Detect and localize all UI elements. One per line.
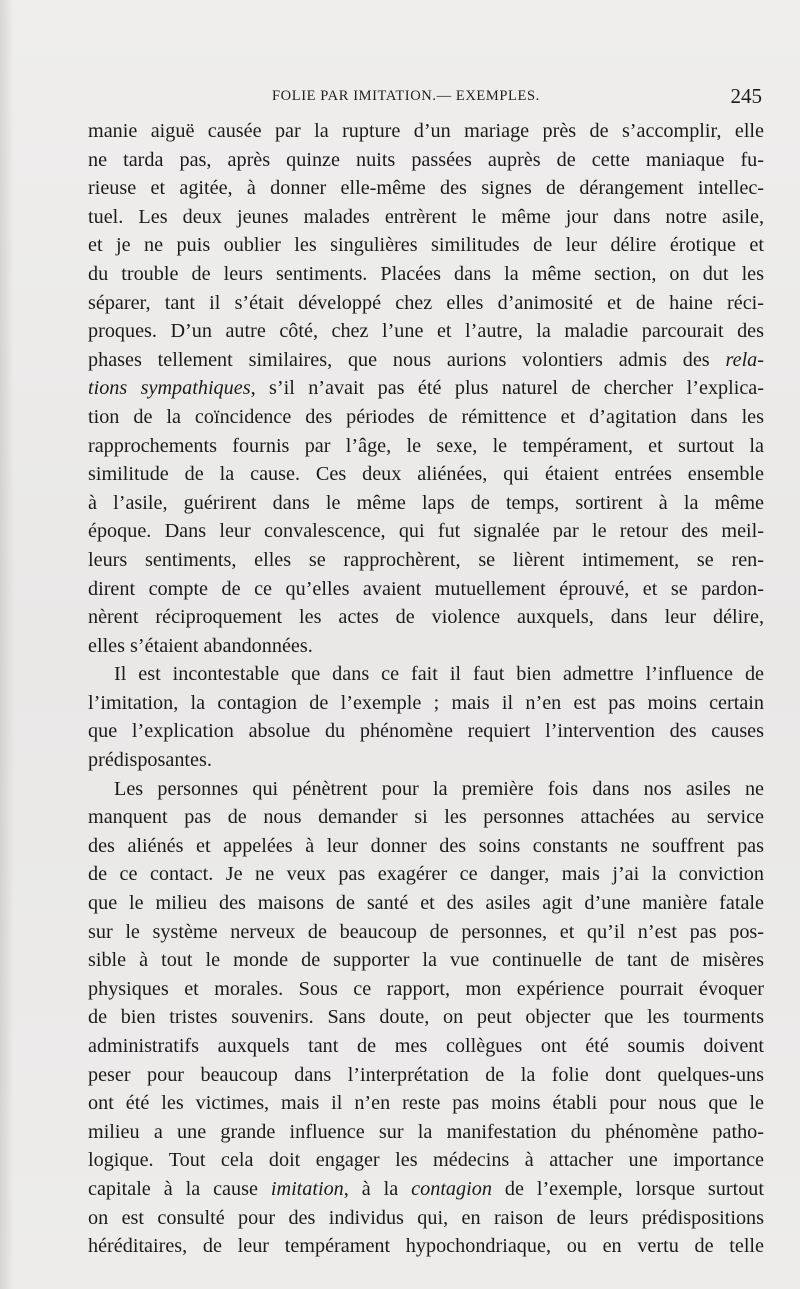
page-header <box>90 86 762 110</box>
text-line: rapprochements fournis par l’âge, le sexe, le tempérament, et surtout la <box>88 434 764 457</box>
text-line: sur le système nerveux de beaucoup de personnes, et qu’il n’est pas pos- <box>88 920 764 943</box>
text-line: ne tarda pas, après quinze nuits passées auprès de cette maniaque fu- <box>88 148 764 171</box>
text-line: rieuse et agitée, à donner elle-même des signes de dérangement intellec- <box>88 177 764 200</box>
italic-term: tions sympathiques <box>88 377 251 400</box>
text-line <box>88 1175 764 1204</box>
text-line: physiques et morales. Sous ce rapport, mon expérience pourrait évoquer <box>88 977 764 1000</box>
paragraph-3 <box>88 775 764 1261</box>
text-line: tuel. Les deux jeunes malades entrèrent le même jour dans notre asile, <box>88 205 764 228</box>
text-line: Il est incontestable que dans ce fait il faut bien admettre l’influence de <box>114 663 764 686</box>
text-line: manquent pas de nous demander si les personnes attachées au service <box>88 806 764 829</box>
italic-term: contagion <box>411 1177 492 1200</box>
text-line: milieu a une grande influence sur la manifestation du phénomène patho- <box>88 1120 764 1143</box>
text-line: de ce contact. Je ne veux pas exagérer ce danger, mais j’ai la conviction <box>88 863 764 886</box>
text-line: séparer, tant il s’était développé chez elles d’animosité et de haine réci- <box>88 291 764 314</box>
italic-term: imitation <box>270 1177 344 1200</box>
text-segment: de l’exemple, lorsque surtout <box>491 1177 764 1200</box>
text-line <box>88 374 764 403</box>
text-line: administratifs auxquels tant de mes collègues ont été soumis doivent <box>88 1035 764 1057</box>
text-line: de bien tristes souvenirs. Sans doute, on peut objecter que les tourments <box>88 1006 764 1029</box>
text-line: logique. Tout cela doit engager les médecins à attacher une importance <box>88 1149 764 1172</box>
text-line: leurs sentiments, elles se rapprochèrent, se lièrent intimement, se ren- <box>88 548 764 571</box>
text-line: manie aiguë causée par la rupture d’un mariage près de s’accomplir, elle <box>88 120 764 142</box>
text-segment: capitale à la cause <box>88 1177 271 1200</box>
text-line: elles s’étaient abandonnées. <box>88 634 313 657</box>
text-line: l’imitation, la contagion de l’exemple ; mais il n’en est pas moins certain <box>88 691 764 714</box>
italic-term: rela- <box>725 348 764 371</box>
text-line: Les personnes qui pénètrent pour la première fois dans nos asiles ne <box>114 777 764 800</box>
text-line: héréditaires, de leur tempérament hypochondriaque, ou en vertu de telle <box>88 1235 764 1258</box>
text-line: du trouble de leurs sentiments. Placées dans la même section, on dut les <box>88 262 764 285</box>
text-line: que l’explication absolue du phénomène requiert l’intervention des causes <box>88 720 764 743</box>
text-line: à l’asile, guérirent dans le même laps de temps, sortirent à la même <box>88 491 764 514</box>
page-number: 245 <box>730 84 762 108</box>
text-line: similitude de la cause. Ces deux aliénées, qui étaient entrées ensemble <box>88 463 764 486</box>
body-text <box>88 117 764 1261</box>
text-line: des aliénés et appelées à leur donner des soins constants ne souffrent pas <box>88 834 764 857</box>
text-segment: , à la <box>343 1177 412 1200</box>
text-line: on est consulté pour des individus qui, en raison de leurs prédispositions <box>88 1206 764 1229</box>
text-line: ont été les victimes, mais il n’en reste pas moins établi pour nous que le <box>88 1092 764 1115</box>
text-line: prédisposantes. <box>88 749 212 772</box>
text-line: nèrent réciproquement les actes de violence auxquels, dans leur délire, <box>88 606 764 629</box>
text-line: tion de la coïncidence des périodes de rémittence et d’agitation dans les <box>88 405 764 428</box>
text-line: et je ne puis oublier les singulières similitudes de leur délire érotique et <box>88 234 764 257</box>
text-line: proques. D’un autre côté, chez l’une et l’autre, la maladie parcourait des <box>88 320 764 343</box>
text-line <box>88 346 764 375</box>
text-line: sible à tout le monde de supporter la vue continuelle de tant de misères <box>88 949 764 972</box>
text-line: peser pour beaucoup dans l’interprétation de la folie dont quelques-uns <box>88 1063 764 1086</box>
text-line: dirent compte de ce qu’elles avaient mutuellement éprouvé, et se pardon- <box>88 577 764 600</box>
page-gutter-shadow <box>0 0 14 1289</box>
paragraph-2 <box>88 660 764 774</box>
paragraph-1 <box>88 117 764 660</box>
text-line: que le milieu des maisons de santé et des asiles agit d’une manière fatale <box>88 892 764 915</box>
text-line: époque. Dans leur convalescence, qui fut signalée par le retour des meil- <box>88 520 764 543</box>
text-segment: phases tellement similaires, que nous aurions volontiers admis des <box>88 348 726 371</box>
running-head: FOLIE PAR IMITATION.— EXEMPLES. <box>272 88 540 104</box>
text-segment: , s’il n’avait pas été plus naturel de chercher l’explica- <box>250 377 764 400</box>
